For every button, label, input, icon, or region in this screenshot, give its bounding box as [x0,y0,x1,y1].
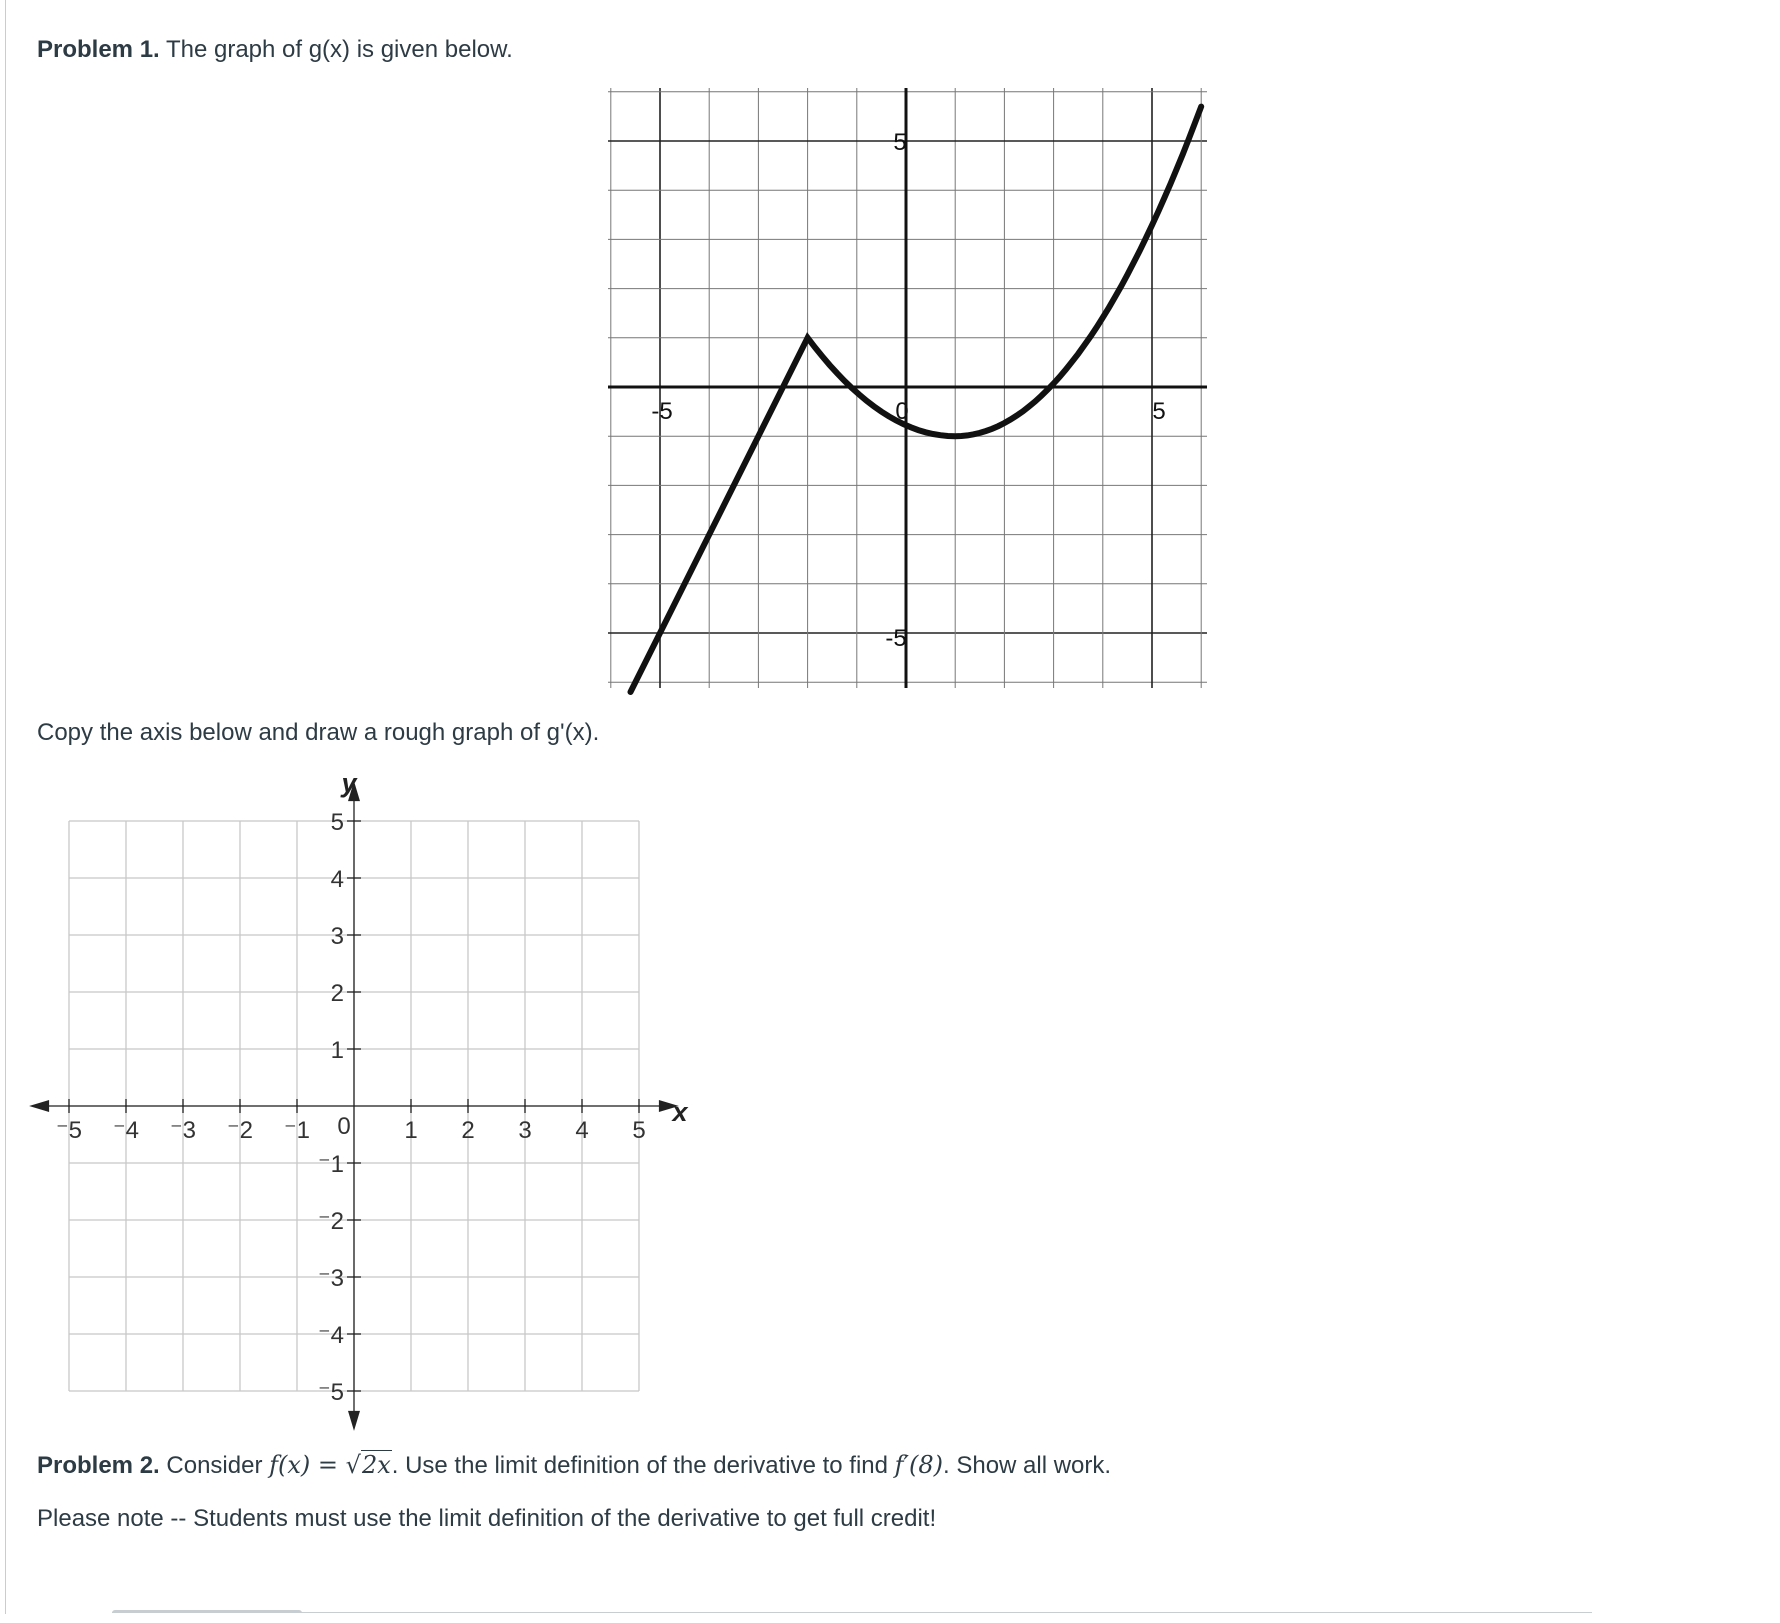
problem2-text-b: . Use the limit definition of the derivative to find [391,1452,895,1479]
graph-g-of-x [600,84,1215,696]
problem2-label: Problem 2. [37,1452,160,1479]
x-tick-label: 4 [575,1117,589,1144]
graph2-y-tick-labels [318,809,344,1406]
problem2-equals: = [310,1451,346,1479]
y-tick-label: ⁻4 [317,1322,344,1349]
graph1-origin-label: 0 [895,398,909,425]
problem1-text [37,36,513,64]
y-tick-label: ⁻5 [317,1379,344,1406]
graph2-x-tick-labels [56,1113,646,1144]
problem2-radicand: 2x [361,1451,391,1479]
graph1-x-pos-label: 5 [1152,398,1166,425]
g-of-x-curve [631,107,1202,692]
graph-blank-axes [38,770,698,1430]
x-tick-label: ⁻1 [283,1117,311,1144]
y-tick-label: 4 [330,866,344,893]
y-tick-label: ⁻2 [317,1208,344,1235]
x-tick-label: 2 [461,1117,475,1144]
problem2-text-a: Consider [159,1452,270,1479]
x-tick-label: ⁻4 [112,1117,140,1144]
problem2-text-c: . Show all work. [943,1452,1112,1479]
problem2-derivative: f′(8) [894,1451,943,1479]
graph1-tick-labels [651,129,1165,652]
x-tick-label: ⁻5 [55,1117,83,1144]
x-tick-label: 1 [404,1117,418,1144]
graph2-x-axis-label: x [672,1097,688,1127]
graph1-y-pos-label: 5 [893,129,907,156]
graph2-y-axis-label: y [341,768,357,798]
graph1-axes [608,88,1207,688]
y-tick-label: ⁻1 [317,1151,344,1178]
problem2-function: f(x) [269,1451,311,1479]
y-tick-label: 1 [330,1037,344,1064]
x-arrow-left [29,1100,49,1112]
problem2-text [37,1451,1111,1480]
left-border [5,0,6,1614]
credit-note: Please note -- Students must use the limit definition of the derivative to get full credit! [37,1505,937,1532]
x-tick-label: 0 [337,1113,351,1140]
y-tick-label: 3 [330,923,344,950]
x-tick-label: 3 [518,1117,532,1144]
x-tick-label: ⁻3 [169,1117,197,1144]
graph1-y-neg-label: -5 [885,625,907,652]
y-tick-label: 5 [330,809,344,836]
problem1-label: Problem 1. [37,36,160,63]
x-tick-label: ⁻2 [226,1117,254,1144]
graph1-curve-layer [631,107,1202,692]
answer-editor-tab[interactable] [112,1610,302,1622]
graph1-x-neg-label: -5 [651,398,673,425]
problem1-body: The graph of g(x) is given below. [159,36,513,63]
copy-instruction: Copy the axis below and draw a rough graph of g'(x). [37,719,600,746]
y-arrow-down [348,1411,360,1431]
x-tick-label: 5 [632,1117,646,1144]
y-tick-label: 2 [330,980,344,1007]
y-tick-label: ⁻3 [317,1265,344,1292]
sqrt-sign: √ [345,1451,361,1479]
